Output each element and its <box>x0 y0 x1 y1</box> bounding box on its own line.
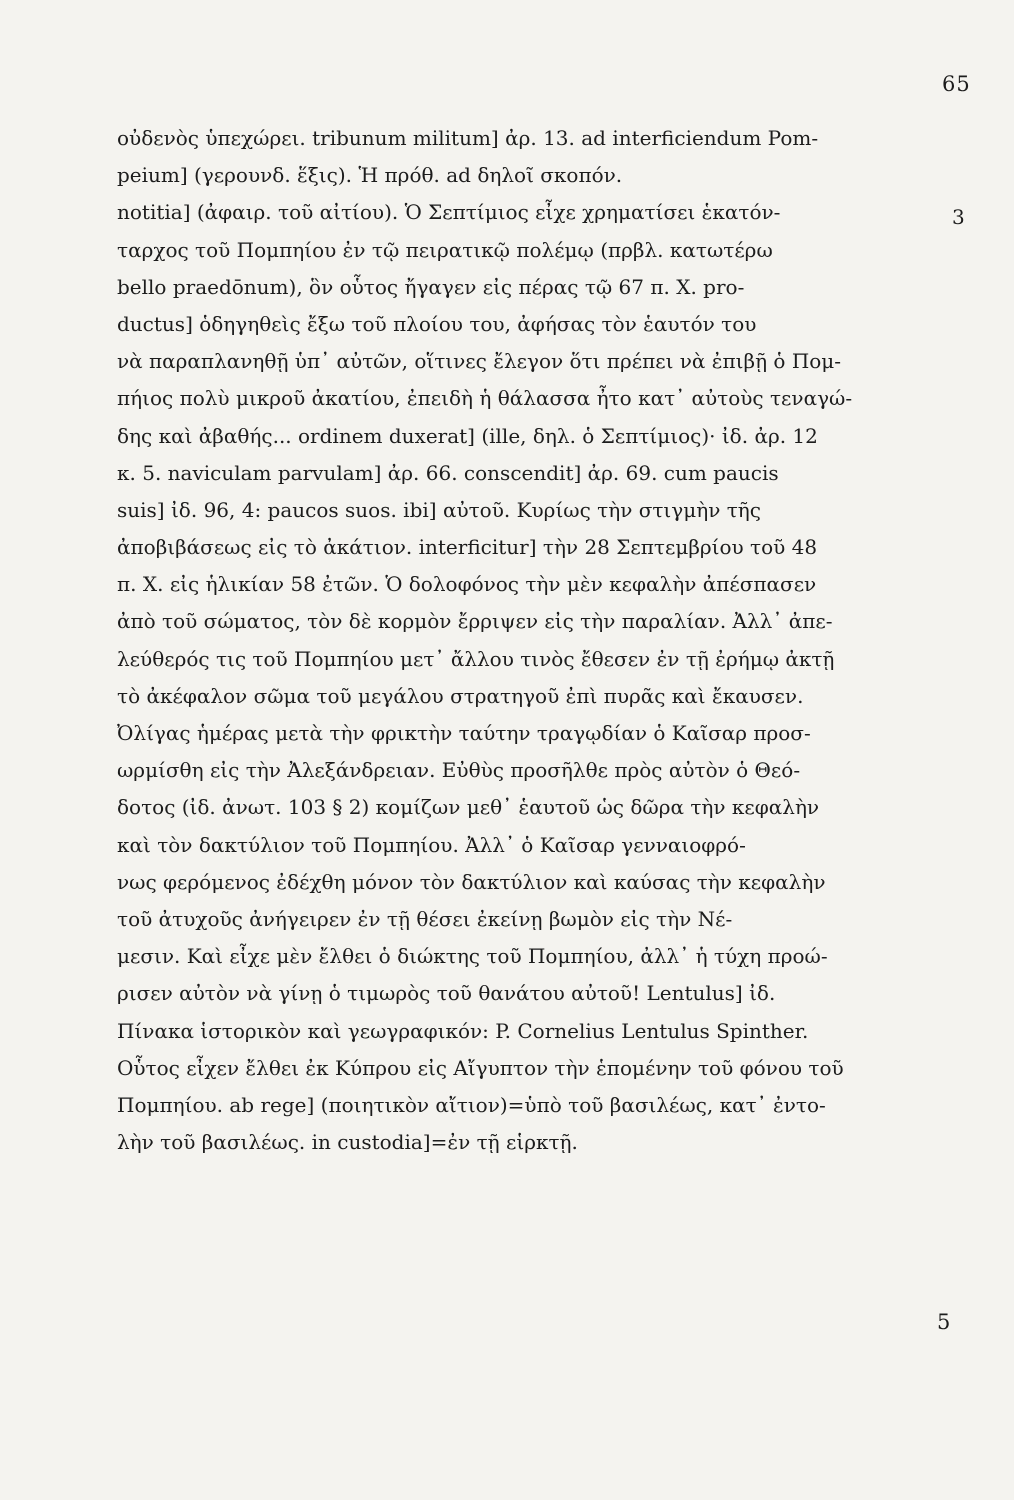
text-line: μεσιν. Καὶ εἶχε μὲν ἔλθει ὁ διώκτης τοῦ Πομπηίου, ἀλλ᾽ ἡ τύχη προώ- <box>117 944 828 969</box>
text-line: π. Χ. εἰς ἡλικίαν 58 ἐτῶν. Ὁ δολοφόνος τὴν μὲν κεφαλὴν ἀπέσπασεν <box>117 572 817 597</box>
text-line: κ. 5. naviculam parvulam] ἀρ. 66. conscendit] ἀρ. 69. cum paucis <box>117 460 779 485</box>
text-line: δοτος (ἰδ. ἀνωτ. 103 § 2) κομίζων μεθ᾽ ἑαυτοῦ ὡς δῶρα τὴν κεφαλὴν <box>117 795 820 820</box>
text-line: ταρχος τοῦ Πομπηίου ἐν τῷ πειρατικῷ πολέμῳ (πρβλ. κατωτέρω <box>117 237 773 262</box>
text-line: ἀποβιβάσεως εἰς τὸ ἀκάτιον. interficitur] τὴν 28 Σεπτεμβρίου τοῦ 48 <box>117 535 818 560</box>
commentary-text <box>117 120 877 1161</box>
text-line: Πομπηίου. ab rege] (ποιητικὸν αἴτιον)=ὑπὸ τοῦ βασιλέως, κατ᾽ ἐντο- <box>117 1092 826 1117</box>
text-line: notitia] (ἀφαιρ. τοῦ αἰτίου). Ὁ Σεπτίμιος εἶχε χρηματίσει ἑκατόν- <box>117 200 781 225</box>
text-line: πήιος πολὺ μικροῦ ἀκατίου, ἐπειδὴ ἡ θάλασσα ἦτο κατ᾽ αὐτοὺς τεναγώ- <box>117 386 853 411</box>
line-marker: 3 <box>952 205 965 229</box>
text-line: οὐδενὸς ὑπεχώρει. tribunum militum] ἀρ. 13. ad interficiendum Pom- <box>117 126 819 150</box>
text-line: ρισεν αὐτὸν νὰ γίνῃ ὁ τιμωρὸς τοῦ θανάτου αὐτοῦ! Lentulus] ἰδ. <box>117 981 776 1006</box>
text-line: peium] (γερουνδ. ἕξις). Ἡ πρόθ. ad δηλοῖ σκοπόν. <box>117 163 623 188</box>
text-line: Οὗτος εἶχεν ἔλθει ἐκ Κύπρου εἰς Αἴγυπτον τὴν ἑπομένην τοῦ φόνου τοῦ <box>117 1055 844 1080</box>
page-number: 65 <box>942 72 971 96</box>
text-line: bello praedōnum), ὃν οὗτος ἤγαγεν εἰς πέρας τῷ 67 π. Χ. pro- <box>117 274 745 299</box>
text-line: νως φερόμενος ἐδέχθη μόνον τὸν δακτύλιον καὶ καύσας τὴν κεφαλὴν <box>117 869 826 894</box>
text-line: νὰ παραπλανηθῇ ὑπ᾽ αὐτῶν, οἵτινες ἔλεγον ὅτι πρέπει νὰ ἐπιβῇ ὁ Πομ- <box>117 349 842 374</box>
text-line: τὸ ἀκέφαλον σῶμα τοῦ μεγάλου στρατηγοῦ ἐπὶ πυρᾶς καὶ ἔκαυσεν. <box>117 683 804 708</box>
signature-mark: 5 <box>937 1310 951 1334</box>
text-line: Ὀλίγας ἡμέρας μετὰ τὴν φρικτὴν ταύτην τραγῳδίαν ὁ Καῖσαρ προσ- <box>117 721 811 745</box>
text-line: ductus] ὁδηγηθεὶς ἔξω τοῦ πλοίου του, ἀφήσας τὸν ἑαυτόν του <box>117 311 757 336</box>
text-line: ἀπὸ τοῦ σώματος, τὸν δὲ κορμὸν ἔρριψεν εἰς τὴν παραλίαν. Ἀλλ᾽ ἀπε- <box>117 609 833 634</box>
text-line: ωρμίσθη εἰς τὴν Ἀλεξάνδρειαν. Εὐθὺς προσῆλθε πρὸς αὐτὸν ὁ Θεό- <box>117 758 801 783</box>
text-line: Πίνακα ἱστορικὸν καὶ γεωγραφικόν: P. Cornelius Lentulus Spinther. <box>117 1018 809 1043</box>
text-line: λὴν τοῦ βασιλέως. in custodia]=ἐν τῇ εἱρκτῇ. <box>117 1130 578 1155</box>
text-line: τοῦ ἀτυχοῦς ἀνήγειρεν ἐν τῇ θέσει ἐκείνῃ βωμὸν εἰς τὴν Νέ- <box>117 906 733 931</box>
text-line: δης καὶ ἀβαθής... ordinem duxerat] (ille, δηλ. ὁ Σεπτίμιος)· ἰδ. ἀρ. 12 <box>117 423 818 448</box>
text-line: suis] ἰδ. 96, 4: paucos suos. ibi] αὐτοῦ. Κυρίως τὴν στιγμὴν τῆς <box>117 497 761 522</box>
text-line: καὶ τὸν δακτύλιον τοῦ Πομπηίου. Ἀλλ᾽ ὁ Καῖσαρ γενναιοφρό- <box>117 832 746 857</box>
text-line: λεύθερός τις τοῦ Πομπηίου μετ᾽ ἄλλου τινὸς ἔθεσεν ἐν τῇ ἐρήμῳ ἀκτῇ <box>117 646 835 671</box>
